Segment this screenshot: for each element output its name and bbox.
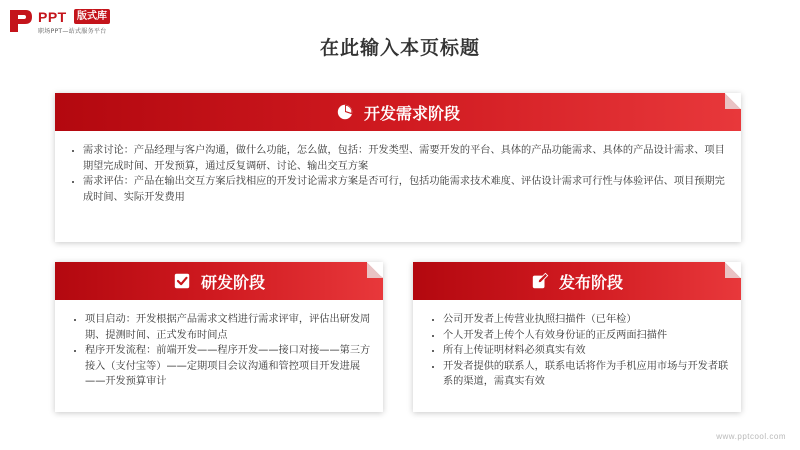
logo-tagline: 职场PPT—站式服务平台 bbox=[38, 28, 107, 35]
edit-icon bbox=[531, 272, 549, 290]
card-demand-title: 开发需求阶段 bbox=[363, 103, 460, 123]
watermark: www.pptcool.com bbox=[716, 432, 786, 441]
card-dev-stage bbox=[55, 262, 383, 412]
list-item: • 所有上传证明材料必须真实有效 bbox=[443, 343, 729, 359]
card-demand-header bbox=[55, 93, 741, 131]
card-release-header bbox=[413, 262, 741, 300]
card-dev-header bbox=[55, 262, 383, 300]
card-demand-body bbox=[67, 143, 727, 232]
list-item: • 个人开发者上传个人有效身份证的正反两面扫描件 bbox=[443, 328, 729, 344]
list-item: • 项目启动：开发根据产品需求文档进行需求评审，评估出研发周期、提测时间、正式发布时间点 bbox=[85, 312, 371, 343]
corner-fold bbox=[725, 262, 741, 278]
corner-fold bbox=[367, 262, 383, 278]
checkbox-icon bbox=[173, 272, 191, 290]
list-item: • 需求评估：产品在输出交互方案后找相应的开发讨论需求方案是否可行，包括功能需求技术难度、评估设计需求可行性与体验评估、项目预期完成时间、实际开发费用 bbox=[83, 174, 727, 205]
demand-list bbox=[67, 143, 727, 205]
card-release-title: 发布阶段 bbox=[558, 272, 623, 292]
corner-fold bbox=[725, 93, 741, 109]
card-demand-stage bbox=[55, 93, 741, 242]
list-item: • 需求讨论：产品经理与客户沟通，做什么功能，怎么做，包括：开发类型、需要开发的平台、具体的产品功能需求、具体的产品设计需求、项目期望完成时间、开发预算，通过反复调研、讨论、输出交互方案 bbox=[83, 143, 727, 174]
card-dev-body bbox=[69, 312, 371, 402]
card-release-stage bbox=[413, 262, 741, 412]
card-release-body bbox=[427, 312, 729, 402]
release-list bbox=[427, 312, 729, 390]
list-item: • 开发者提供的联系人，联系电话将作为手机应用市场与开发者联系的渠道，需真实有效 bbox=[443, 359, 729, 390]
list-item: • 公司开发者上传营业执照扫描件（已年检） bbox=[443, 312, 729, 328]
logo-brand-text: PPT bbox=[38, 9, 67, 25]
logo-mark-icon bbox=[8, 8, 34, 34]
card-dev-title: 研发阶段 bbox=[200, 272, 265, 292]
list-item: • 程序开发流程：前端开发——程序开发——接口对接——第三方接入（支付宝等）——定期项目会议沟通和管控项目开发进展——开发预算审计 bbox=[85, 343, 371, 390]
page-title[interactable]: 在此输入本页标题 bbox=[319, 37, 480, 59]
pie-chart-icon bbox=[336, 103, 354, 121]
logo-badge: 版式库 bbox=[74, 9, 110, 24]
dev-list bbox=[69, 312, 371, 390]
